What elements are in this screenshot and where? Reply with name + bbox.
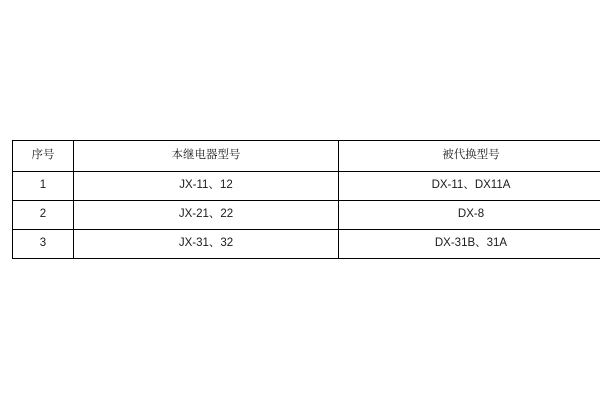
cell-replaced: DX-31B、31A: [339, 230, 600, 259]
spec-table-container: [12, 140, 588, 259]
cell-model: JX-31、32: [74, 230, 339, 259]
table-header: [13, 141, 600, 172]
table-row: [13, 201, 600, 230]
cell-replaced: DX-11、DX11A: [339, 172, 600, 201]
relay-replacement-table: [12, 140, 600, 259]
table-body: [13, 172, 600, 259]
header-cell-model: 本继电器型号: [74, 141, 339, 172]
cell-replaced: DX-8: [339, 201, 600, 230]
cell-no: 2: [13, 201, 74, 230]
table-row: [13, 172, 600, 201]
table-header-row: [13, 141, 600, 172]
cell-model: JX-11、12: [74, 172, 339, 201]
cell-model: JX-21、22: [74, 201, 339, 230]
cell-no: 3: [13, 230, 74, 259]
cell-no: 1: [13, 172, 74, 201]
header-cell-no: 序号: [13, 141, 74, 172]
header-cell-replaced: 被代换型号: [339, 141, 600, 172]
table-row: [13, 230, 600, 259]
